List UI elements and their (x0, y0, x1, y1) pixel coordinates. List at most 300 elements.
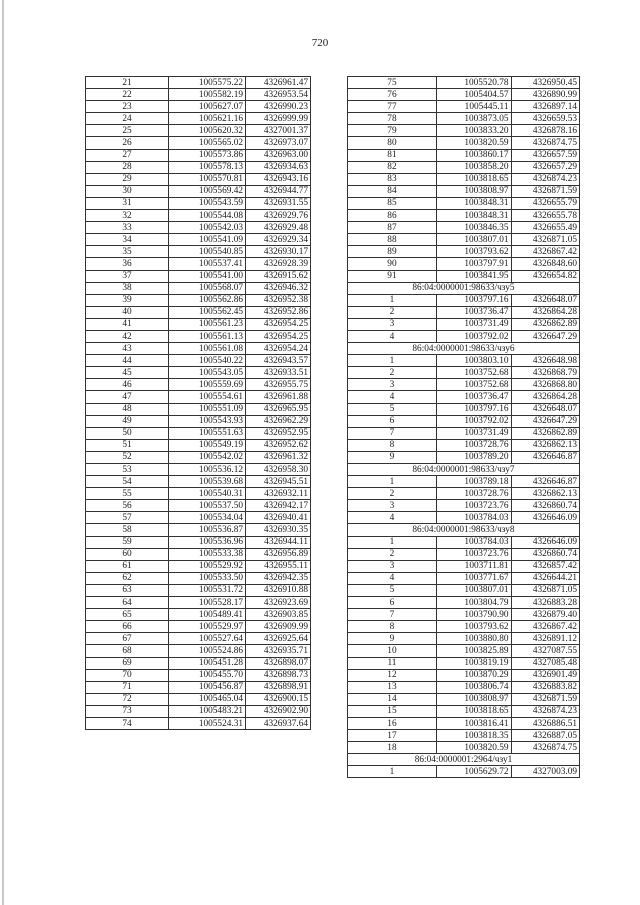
x-coordinate-cell: 1005533.38 (169, 548, 246, 560)
x-coordinate-cell: 1003771.67 (436, 572, 511, 584)
x-coordinate-cell: 1005562.45 (169, 306, 246, 318)
x-coordinate-cell: 1005528.17 (169, 597, 246, 609)
y-coordinate-cell: 4326954.24 (246, 343, 311, 355)
y-coordinate-cell: 4326874.75 (511, 742, 580, 754)
y-coordinate-cell: 4326952.62 (246, 439, 311, 451)
y-coordinate-cell: 4326862.89 (511, 318, 580, 330)
table-row (348, 512, 580, 524)
point-number-cell: 89 (348, 246, 437, 258)
page-number: 720 (311, 37, 329, 49)
y-coordinate-cell: 4326883.28 (511, 597, 580, 609)
table-row (86, 137, 311, 149)
y-coordinate-cell: 4326930.35 (246, 524, 311, 536)
table-row (348, 330, 580, 342)
point-number-cell: 73 (86, 705, 169, 717)
y-coordinate-cell: 4326945.51 (246, 476, 311, 488)
x-coordinate-cell: 1005536.96 (169, 536, 246, 548)
y-coordinate-cell: 4326903.85 (246, 609, 311, 621)
table-row (86, 572, 311, 584)
x-coordinate-cell: 1005570.81 (169, 173, 246, 185)
x-coordinate-cell: 1003752.68 (436, 379, 511, 391)
y-coordinate-cell: 4326958.30 (246, 464, 311, 476)
y-coordinate-cell: 4326648.07 (511, 403, 580, 415)
point-number-cell: 14 (348, 693, 437, 705)
table-row (348, 705, 580, 717)
y-coordinate-cell: 4326646.09 (511, 536, 580, 548)
table-row (86, 427, 311, 439)
table-row (348, 500, 580, 512)
table-row (86, 536, 311, 548)
x-coordinate-cell: 1005404.57 (436, 89, 511, 101)
point-number-cell: 87 (348, 222, 437, 234)
x-coordinate-cell: 1005629.72 (436, 766, 511, 778)
point-number-cell: 56 (86, 500, 169, 512)
x-coordinate-cell: 1005483.21 (169, 705, 246, 717)
x-coordinate-cell: 1005542.02 (169, 451, 246, 463)
point-number-cell: 2 (348, 488, 437, 500)
table-row (348, 609, 580, 621)
y-coordinate-cell: 4326928.39 (246, 258, 311, 270)
x-coordinate-cell: 1005543.59 (169, 197, 246, 209)
point-number-cell: 27 (86, 149, 169, 161)
y-coordinate-cell: 4326942.35 (246, 572, 311, 584)
table-row (86, 355, 311, 367)
y-coordinate-cell: 4326952.86 (246, 306, 311, 318)
point-number-cell: 5 (348, 584, 437, 596)
x-coordinate-cell: 1003797.91 (436, 258, 511, 270)
y-coordinate-cell: 4326862.89 (511, 427, 580, 439)
point-number-cell: 36 (86, 258, 169, 270)
coordinates-table-left (85, 76, 311, 730)
parcel-cadastral-number: 86:04:0000001:98633/чзу5 (348, 282, 580, 294)
table-row (86, 584, 311, 596)
table-row (86, 451, 311, 463)
x-coordinate-cell: 1003808.97 (436, 185, 511, 197)
y-coordinate-cell: 4326935.71 (246, 645, 311, 657)
x-coordinate-cell: 1003880.80 (436, 633, 511, 645)
x-coordinate-cell: 1003818.65 (436, 173, 511, 185)
parcel-header-row (348, 343, 580, 355)
x-coordinate-cell: 1005554.61 (169, 391, 246, 403)
table-row (348, 427, 580, 439)
x-coordinate-cell: 1003848.31 (436, 210, 511, 222)
point-number-cell: 80 (348, 137, 437, 149)
point-number-cell: 43 (86, 343, 169, 355)
point-number-cell: 59 (86, 536, 169, 548)
table-row (86, 258, 311, 270)
x-coordinate-cell: 1005534.04 (169, 512, 246, 524)
x-coordinate-cell: 1005561.23 (169, 318, 246, 330)
table-row (348, 621, 580, 633)
x-coordinate-cell: 1003825.89 (436, 645, 511, 657)
y-coordinate-cell: 4326862.13 (511, 439, 580, 451)
point-number-cell: 11 (348, 657, 437, 669)
table-row (86, 282, 311, 294)
table-row (348, 77, 580, 89)
x-coordinate-cell: 1005540.31 (169, 488, 246, 500)
x-coordinate-cell: 1005455.70 (169, 669, 246, 681)
table-row (348, 89, 580, 101)
x-coordinate-cell: 1005527.64 (169, 633, 246, 645)
table-row (348, 101, 580, 113)
y-coordinate-cell: 4326961.47 (246, 77, 311, 89)
x-coordinate-cell: 1005621.16 (169, 113, 246, 125)
x-coordinate-cell: 1005541.00 (169, 270, 246, 282)
x-coordinate-cell: 1003848.31 (436, 197, 511, 209)
table-row (86, 524, 311, 536)
point-number-cell: 10 (348, 645, 437, 657)
point-number-cell: 7 (348, 427, 437, 439)
point-number-cell: 23 (86, 101, 169, 113)
point-number-cell: 65 (86, 609, 169, 621)
y-coordinate-cell: 4326961.32 (246, 451, 311, 463)
y-coordinate-cell: 4326943.57 (246, 355, 311, 367)
table-row (348, 367, 580, 379)
table-row (348, 197, 580, 209)
x-coordinate-cell: 1003793.62 (436, 246, 511, 258)
point-number-cell: 81 (348, 149, 437, 161)
table-row (86, 403, 311, 415)
x-coordinate-cell: 1005456.87 (169, 681, 246, 693)
table-row (348, 125, 580, 137)
point-number-cell: 86 (348, 210, 437, 222)
y-coordinate-cell: 4326898.91 (246, 681, 311, 693)
y-coordinate-cell: 4326864.28 (511, 306, 580, 318)
table-row (86, 367, 311, 379)
y-coordinate-cell: 4326940.41 (246, 512, 311, 524)
point-number-cell: 4 (348, 330, 437, 342)
y-coordinate-cell: 4326934.63 (246, 161, 311, 173)
y-coordinate-cell: 4326956.89 (246, 548, 311, 560)
table-row (348, 391, 580, 403)
table-row (348, 488, 580, 500)
point-number-cell: 8 (348, 439, 437, 451)
x-coordinate-cell: 1003728.76 (436, 488, 511, 500)
parcel-cadastral-number: 86:04:0000001:2964/чзу1 (348, 754, 580, 766)
x-coordinate-cell: 1005524.31 (169, 717, 246, 729)
point-number-cell: 28 (86, 161, 169, 173)
x-coordinate-cell: 1003711.81 (436, 560, 511, 572)
y-coordinate-cell: 4326897.14 (511, 101, 580, 113)
point-number-cell: 29 (86, 173, 169, 185)
table-row (86, 657, 311, 669)
table-row (348, 415, 580, 427)
point-number-cell: 51 (86, 439, 169, 451)
table-row (348, 645, 580, 657)
point-number-cell: 71 (86, 681, 169, 693)
x-coordinate-cell: 1003818.65 (436, 705, 511, 717)
x-coordinate-cell: 1005520.78 (436, 77, 511, 89)
parcel-cadastral-number: 86:04:0000001:98633/чзу8 (348, 524, 580, 536)
y-coordinate-cell: 4326867.42 (511, 246, 580, 258)
x-coordinate-cell: 1005539.68 (169, 476, 246, 488)
x-coordinate-cell: 1003731.49 (436, 318, 511, 330)
table-row (348, 149, 580, 161)
x-coordinate-cell: 1005524.86 (169, 645, 246, 657)
point-number-cell: 1 (348, 476, 437, 488)
table-row (86, 548, 311, 560)
point-number-cell: 16 (348, 717, 437, 729)
x-coordinate-cell: 1003784.03 (436, 512, 511, 524)
x-coordinate-cell: 1005544.08 (169, 210, 246, 222)
point-number-cell: 63 (86, 584, 169, 596)
parcel-header-row (348, 524, 580, 536)
point-number-cell: 46 (86, 379, 169, 391)
y-coordinate-cell: 4326942.17 (246, 500, 311, 512)
table-row (348, 294, 580, 306)
table-row (348, 597, 580, 609)
point-number-cell: 83 (348, 173, 437, 185)
y-coordinate-cell: 4326909.99 (246, 621, 311, 633)
point-number-cell: 17 (348, 730, 437, 742)
table-row (348, 657, 580, 669)
x-coordinate-cell: 1005562.86 (169, 294, 246, 306)
y-coordinate-cell: 4326931.55 (246, 197, 311, 209)
table-row (348, 742, 580, 754)
y-coordinate-cell: 4326929.34 (246, 234, 311, 246)
y-coordinate-cell: 4326862.13 (511, 488, 580, 500)
y-coordinate-cell: 4326874.23 (511, 705, 580, 717)
table-row (348, 161, 580, 173)
table-row (86, 294, 311, 306)
y-coordinate-cell: 4326654.82 (511, 270, 580, 282)
point-number-cell: 26 (86, 137, 169, 149)
point-number-cell: 4 (348, 512, 437, 524)
table-row (86, 113, 311, 125)
table-row (348, 137, 580, 149)
point-number-cell: 6 (348, 597, 437, 609)
x-coordinate-cell: 1003841.95 (436, 270, 511, 282)
point-number-cell: 2 (348, 306, 437, 318)
x-coordinate-cell: 1003793.62 (436, 621, 511, 633)
y-coordinate-cell: 4326864.28 (511, 391, 580, 403)
table-row (86, 597, 311, 609)
point-number-cell: 55 (86, 488, 169, 500)
y-coordinate-cell: 4326887.05 (511, 730, 580, 742)
table-row (86, 512, 311, 524)
y-coordinate-cell: 4326655.49 (511, 222, 580, 234)
point-number-cell: 48 (86, 403, 169, 415)
point-number-cell: 12 (348, 669, 437, 681)
y-coordinate-cell: 4326860.74 (511, 500, 580, 512)
y-coordinate-cell: 4326868.80 (511, 379, 580, 391)
x-coordinate-cell: 1003797.16 (436, 403, 511, 415)
point-number-cell: 34 (86, 234, 169, 246)
y-coordinate-cell: 4326878.16 (511, 125, 580, 137)
point-number-cell: 57 (86, 512, 169, 524)
y-coordinate-cell: 4326929.48 (246, 222, 311, 234)
point-number-cell: 41 (86, 318, 169, 330)
table-row (86, 149, 311, 161)
y-coordinate-cell: 4326944.77 (246, 185, 311, 197)
x-coordinate-cell: 1003806.74 (436, 681, 511, 693)
y-coordinate-cell: 4326902.90 (246, 705, 311, 717)
x-coordinate-cell: 1003803.10 (436, 355, 511, 367)
table-row (86, 343, 311, 355)
page-edge-shadow (2, 0, 4, 905)
point-number-cell: 64 (86, 597, 169, 609)
point-number-cell: 9 (348, 633, 437, 645)
point-number-cell: 31 (86, 197, 169, 209)
x-coordinate-cell: 1005627.07 (169, 101, 246, 113)
y-coordinate-cell: 4326871.59 (511, 185, 580, 197)
y-coordinate-cell: 4326646.09 (511, 512, 580, 524)
point-number-cell: 39 (86, 294, 169, 306)
y-coordinate-cell: 4326647.29 (511, 330, 580, 342)
coordinates-table-right (347, 76, 580, 778)
x-coordinate-cell: 1003820.59 (436, 137, 511, 149)
x-coordinate-cell: 1005445.11 (436, 101, 511, 113)
x-coordinate-cell: 1003752.68 (436, 367, 511, 379)
point-number-cell: 13 (348, 681, 437, 693)
y-coordinate-cell: 4326848.60 (511, 258, 580, 270)
x-coordinate-cell: 1005543.93 (169, 415, 246, 427)
point-number-cell: 88 (348, 234, 437, 246)
table-row (86, 161, 311, 173)
x-coordinate-cell: 1005542.03 (169, 222, 246, 234)
point-number-cell: 44 (86, 355, 169, 367)
x-coordinate-cell: 1005573.86 (169, 149, 246, 161)
point-number-cell: 42 (86, 330, 169, 342)
x-coordinate-cell: 1003860.17 (436, 149, 511, 161)
point-number-cell: 76 (348, 89, 437, 101)
x-coordinate-cell: 1005529.97 (169, 621, 246, 633)
point-number-cell: 77 (348, 101, 437, 113)
parcel-cadastral-number: 86:04:0000001:98633/чзу6 (348, 343, 580, 355)
x-coordinate-cell: 1005568.07 (169, 282, 246, 294)
table-row (86, 222, 311, 234)
point-number-cell: 74 (86, 717, 169, 729)
point-number-cell: 84 (348, 185, 437, 197)
y-coordinate-cell: 4327085.48 (511, 657, 580, 669)
point-number-cell: 60 (86, 548, 169, 560)
table-row (348, 318, 580, 330)
table-row (348, 536, 580, 548)
x-coordinate-cell: 1003789.20 (436, 451, 511, 463)
x-coordinate-cell: 1003804.79 (436, 597, 511, 609)
x-coordinate-cell: 1003792.02 (436, 415, 511, 427)
table-row (348, 210, 580, 222)
table-row (86, 488, 311, 500)
y-coordinate-cell: 4326655.79 (511, 197, 580, 209)
y-coordinate-cell: 4326874.75 (511, 137, 580, 149)
parcel-header-row (348, 282, 580, 294)
y-coordinate-cell: 4326973.07 (246, 137, 311, 149)
point-number-cell: 2 (348, 548, 437, 560)
y-coordinate-cell: 4326659.53 (511, 113, 580, 125)
point-number-cell: 90 (348, 258, 437, 270)
table-row (86, 609, 311, 621)
table-row (348, 113, 580, 125)
y-coordinate-cell: 4326910.88 (246, 584, 311, 596)
y-coordinate-cell: 4326874.23 (511, 173, 580, 185)
table-row (348, 403, 580, 415)
x-coordinate-cell: 1005536.12 (169, 464, 246, 476)
table-row (86, 391, 311, 403)
table-row (86, 77, 311, 89)
x-coordinate-cell: 1003728.76 (436, 439, 511, 451)
x-coordinate-cell: 1003736.47 (436, 306, 511, 318)
x-coordinate-cell: 1005551.63 (169, 427, 246, 439)
table-row (348, 222, 580, 234)
point-number-cell: 15 (348, 705, 437, 717)
point-number-cell: 38 (86, 282, 169, 294)
table-row (348, 306, 580, 318)
table-row (348, 633, 580, 645)
x-coordinate-cell: 1005582.19 (169, 89, 246, 101)
y-coordinate-cell: 4326933.51 (246, 367, 311, 379)
table-row (86, 197, 311, 209)
y-coordinate-cell: 4326932.11 (246, 488, 311, 500)
point-number-cell: 22 (86, 89, 169, 101)
table-row (86, 464, 311, 476)
y-coordinate-cell: 4326648.98 (511, 355, 580, 367)
y-coordinate-cell: 4326890.99 (511, 89, 580, 101)
point-number-cell: 4 (348, 391, 437, 403)
point-number-cell: 2 (348, 367, 437, 379)
y-coordinate-cell: 4326867.42 (511, 621, 580, 633)
point-number-cell: 78 (348, 113, 437, 125)
x-coordinate-cell: 1005537.41 (169, 258, 246, 270)
point-number-cell: 1 (348, 766, 437, 778)
x-coordinate-cell: 1003723.76 (436, 500, 511, 512)
point-number-cell: 75 (348, 77, 437, 89)
x-coordinate-cell: 1005551.09 (169, 403, 246, 415)
y-coordinate-cell: 4326925.64 (246, 633, 311, 645)
table-row (86, 439, 311, 451)
y-coordinate-cell: 4326955.11 (246, 560, 311, 572)
table-row (86, 705, 311, 717)
x-coordinate-cell: 1005536.87 (169, 524, 246, 536)
y-coordinate-cell: 4326900.15 (246, 693, 311, 705)
y-coordinate-cell: 4326965.95 (246, 403, 311, 415)
point-number-cell: 1 (348, 536, 437, 548)
x-coordinate-cell: 1005569.42 (169, 185, 246, 197)
point-number-cell: 33 (86, 222, 169, 234)
y-coordinate-cell: 4326955.75 (246, 379, 311, 391)
table-row (348, 584, 580, 596)
point-number-cell: 9 (348, 451, 437, 463)
x-coordinate-cell: 1003731.49 (436, 427, 511, 439)
point-number-cell: 52 (86, 451, 169, 463)
y-coordinate-cell: 4326646.87 (511, 476, 580, 488)
x-coordinate-cell: 1003858.20 (436, 161, 511, 173)
point-number-cell: 3 (348, 318, 437, 330)
x-coordinate-cell: 1003820.59 (436, 742, 511, 754)
x-coordinate-cell: 1003808.97 (436, 693, 511, 705)
y-coordinate-cell: 4327087.55 (511, 645, 580, 657)
table-row (348, 270, 580, 282)
table-row (348, 476, 580, 488)
table-row (86, 415, 311, 427)
x-coordinate-cell: 1005578.13 (169, 161, 246, 173)
table-row (86, 246, 311, 258)
table-row (86, 621, 311, 633)
y-coordinate-cell: 4326657.29 (511, 161, 580, 173)
y-coordinate-cell: 4326647.29 (511, 415, 580, 427)
x-coordinate-cell: 1005533.50 (169, 572, 246, 584)
y-coordinate-cell: 4326655.78 (511, 210, 580, 222)
y-coordinate-cell: 4326871.05 (511, 584, 580, 596)
x-coordinate-cell: 1003873.05 (436, 113, 511, 125)
x-coordinate-cell: 1003797.16 (436, 294, 511, 306)
point-number-cell: 69 (86, 657, 169, 669)
table-row (348, 766, 580, 778)
x-coordinate-cell: 1003789.18 (436, 476, 511, 488)
x-coordinate-cell: 1005565.02 (169, 137, 246, 149)
x-coordinate-cell: 1005575.22 (169, 77, 246, 89)
x-coordinate-cell: 1005620.32 (169, 125, 246, 137)
